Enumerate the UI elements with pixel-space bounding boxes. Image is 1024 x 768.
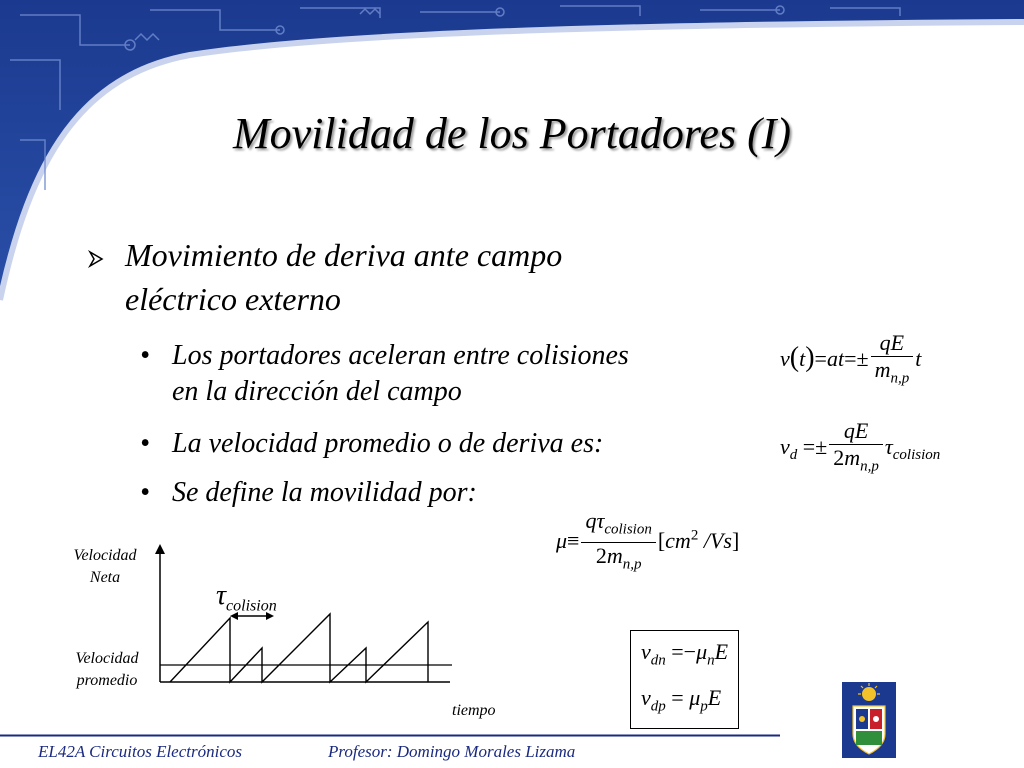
mobility-equation: μ≡ $\frac{q\tau_{colision}}{2m_{n,p}}$ [$cm^2$ /Vs]: [556, 508, 740, 573]
sub-bullet-2: La velocidad promedio o de deriva es:: [172, 428, 604, 459]
y-axis-arrow-icon: [155, 544, 165, 554]
x-axis-label: tiempo: [452, 702, 496, 719]
footer-professor: Profesor: Domingo Morales Lizama: [328, 742, 576, 761]
drift-velocity-box: [630, 630, 739, 729]
sub-bullet-3: Se define la movilidad por:: [172, 477, 477, 508]
hole-drift-equation: $v_{dp} = \mu_pE$: [641, 685, 722, 715]
sawtooth-velocity-curve: [170, 614, 428, 682]
sub-bullet-dot-icon: •: [140, 477, 150, 508]
footer-course: EL42A Circuitos Electrónicos: [38, 742, 242, 761]
sub-bullet-1-line2: en la dirección del campo: [172, 376, 462, 407]
sub-bullet-1-line1: Los portadores aceleran entre colisiones: [172, 340, 629, 371]
tau-collision-label: $\tau_{colision}$: [216, 580, 277, 615]
main-bullet: [125, 233, 562, 321]
velocity-time-graph: [150, 540, 470, 700]
velocity-equation: v(t)=at=± $\frac{qE}{m_{n,p}}$ t: [780, 330, 922, 387]
sub-bullet-dot-icon: •: [140, 428, 150, 459]
page-title: Movilidad de los Portadores (I): [232, 109, 792, 158]
footer-divider: [0, 734, 780, 738]
y-axis-label-net: Velocidad Neta: [73, 547, 137, 586]
university-logo-icon: [842, 682, 896, 758]
sub-bullet-dot-icon: •: [140, 340, 150, 371]
sub-bullet-1: [172, 336, 629, 412]
drift-velocity-equation: $v_d$ =± $\frac{qE}{2m_{n,p}}$ $\tau_{colision}$: [780, 418, 941, 475]
main-bullet-line1: Movimiento de deriva ante campo: [125, 237, 563, 273]
main-bullet-line2: eléctrico externo: [125, 281, 341, 317]
electron-drift-equation: $v_{dn} =-\mu_nE$: [641, 639, 729, 669]
y-axis-label-average: Velocidad promedio: [75, 650, 139, 689]
arrow-bullet-icon: [88, 250, 106, 268]
